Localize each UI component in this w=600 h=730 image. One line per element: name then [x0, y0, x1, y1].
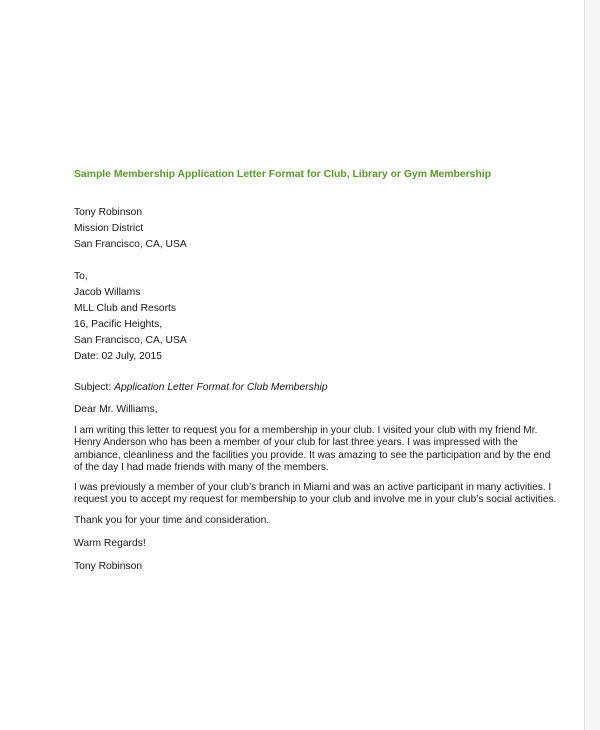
sender-address-line1: Mission District [74, 223, 144, 234]
recipient-block [74, 269, 554, 365]
recipient-name: Jacob Willams [74, 287, 141, 298]
thanks-line: Thank you for your time and consideration. [74, 515, 270, 527]
paragraph-line: request you to accept my request for membership to your club and involve me in your club’s social activities. [74, 494, 557, 506]
paragraph-line: Henry Anderson who has been a member of your club for last three years. I was impressed with the [74, 437, 518, 449]
page-edge-scroll-area[interactable] [584, 0, 600, 730]
document-title: Sample Membership Application Letter Format for Club, Library or Gym Membership [74, 169, 492, 180]
sender-name: Tony Robinson [74, 207, 143, 218]
paragraph-line: of the day I had made friends with many of the members. [74, 462, 329, 474]
signature-name: Tony Robinson [74, 561, 143, 573]
sender-block [74, 205, 554, 253]
body-paragraph-2 [74, 481, 557, 507]
paragraph-line: ambiance, cleanliness and the facilities you provide. It was amazing to see the participation and by the end [74, 449, 551, 461]
paragraph-line: I am writing this letter to request you for a membership in your club. I visited your club with my friend Mr. [74, 425, 538, 436]
recipient-street: 16, Pacific Heights, [74, 319, 163, 330]
letter-content [74, 167, 557, 575]
to-label: To, [74, 271, 88, 282]
body-paragraph-1 [74, 425, 554, 475]
recipient-organization: MLL Club and Resorts [74, 303, 177, 314]
closing-line: Warm Regards! [74, 538, 146, 550]
recipient-city: San Francisco, CA, USA [74, 335, 187, 346]
letter-date: Date: 02 July, 2015 [74, 351, 162, 362]
salutation: Dear Mr. Williams, [74, 404, 158, 415]
subject-text: Application Letter Format for Club Membership [114, 382, 328, 393]
paragraph-line: I was previously a member of your club’s branch in Miami and was an active participant in many activities. I [74, 481, 552, 493]
sender-address-line2: San Francisco, CA, USA [74, 239, 187, 250]
subject-line [74, 380, 554, 396]
subject-label: Subject: [74, 382, 112, 393]
